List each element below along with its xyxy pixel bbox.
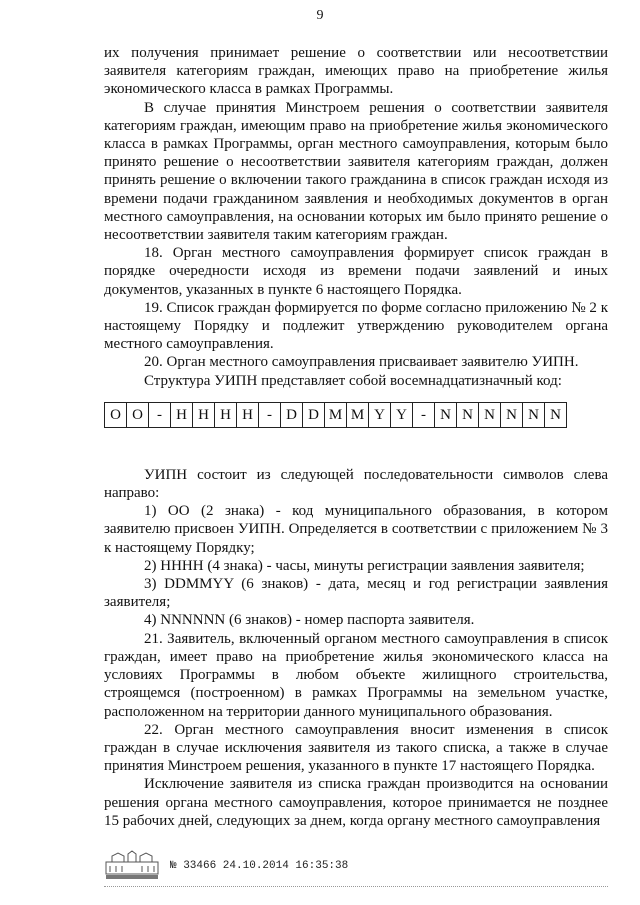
uipn-code-cell: - [259,402,281,427]
footer-divider [104,886,608,887]
paragraph: Исключение заявителя из списка граждан производится на основании решения органа местного самоуправления, которое принимается не позднее 15 рабочих дней, следующих за днем, когда органу местного самоуправления [104,776,608,829]
paragraph: 19. Список граждан формируется по форме согласно приложению № 2 к настоящему Порядку и подлежит утверждению руководителем органа местного самоуправления. [104,299,608,353]
uipn-code-cell: Y [391,402,413,427]
paragraph: УИПН состоит из следующей последовательности символов слева направо: [104,466,608,502]
uipn-code-cell: M [325,402,347,427]
paragraphs-after [104,466,608,830]
page-number: 9 [316,8,324,23]
paragraphs-before [104,44,608,390]
uipn-code-cell: О [105,402,127,427]
uipn-structure-table [104,402,567,428]
paragraph: Структура УИПН представляет собой восемнадцатизначный код: [144,372,562,389]
paragraph: 21. Заявитель, включенный органом местного самоуправления в список граждан, имеет право на приобретение жилья экономического класса на условиях Программы в любом объекте жилищного строительства, строящемся (построенном) в рамках Программы на земельном участке, расположенном на территории данного муниципального образования. [104,630,608,720]
uipn-code-cell: Н [193,402,215,427]
uipn-code-cell: N [501,402,523,427]
paragraph: 2) ННHH (4 знака) - часы, минуты регистрации заявления заявителя; [144,557,585,574]
uipn-code-cell: N [545,402,567,427]
document-footer [104,850,608,880]
registration-stamp: № 33466 24.10.2014 16:35:38 [170,860,349,872]
uipn-code-cell: О [127,402,149,427]
paragraph: 20. Орган местного самоуправления присваивает заявителю УИПН. [144,354,579,371]
paragraph: 18. Орган местного самоуправления формирует список граждан в порядке очередности исходя из времени подачи заявлений и иных документов, указанных в пункте 6 настоящего Порядка. [104,245,608,298]
paragraph: 4) NNNNNN (6 знаков) - номер паспорта заявителя. [144,612,475,629]
paragraph: 22. Орган местного самоуправления вносит изменения в список граждан в случае исключения заявителя из такого списка, а также в случае принятия Минстроем решения, указанного в пункте 17 настоящего Порядка. [104,721,608,775]
uipn-code-cell: D [303,402,325,427]
document-body [104,44,608,830]
uipn-code-cell: Y [369,402,391,427]
uipn-code-cell: Н [215,402,237,427]
uipn-code-cell: Н [237,402,259,427]
paragraph: В случае принятия Минстроем решения о соответствии заявителя категориям граждан, имеющим право на приобретение жилья экономического класса в рамках Программы, орган местного самоуправления, которым было принято решение о несоответствии заявителя категориям граждан, должен принять решение о включении такого гражданина в список граждан исходя из времени подачи гражданином заявления и необходимых документов в орган местного самоуправления, на основании которых им было принято решение о несоответствии заявителя таким категориям граждан. [104,99,608,244]
uipn-code-cell: N [435,402,457,427]
uipn-code-cell: M [347,402,369,427]
uipn-code-cell: N [523,402,545,427]
paragraph: их получения принимает решение о соответствии или несоответствии заявителя категориям граждан, имеющих право на приобретение жилья экономического класса в рамках Программы. [104,45,608,98]
paragraph: 3) DDMMYY (6 знаков) - дата, месяц и год регистрации заявления заявителя; [104,576,608,611]
uipn-code-cell: N [457,402,479,427]
coat-of-arms-logo [104,850,160,880]
paragraph: 1) ОО (2 знака) - код муниципального образования, в котором заявителю присвоен УИПН. Определяется в соответствии с приложением № 3 к настоящему Порядку; [104,503,608,556]
uipn-code-cell: D [281,402,303,427]
uipn-code-cell: - [413,402,435,427]
uipn-code-cell: Н [171,402,193,427]
uipn-code-row [105,402,567,427]
uipn-code-cell: N [479,402,501,427]
uipn-code-cell: - [149,402,171,427]
